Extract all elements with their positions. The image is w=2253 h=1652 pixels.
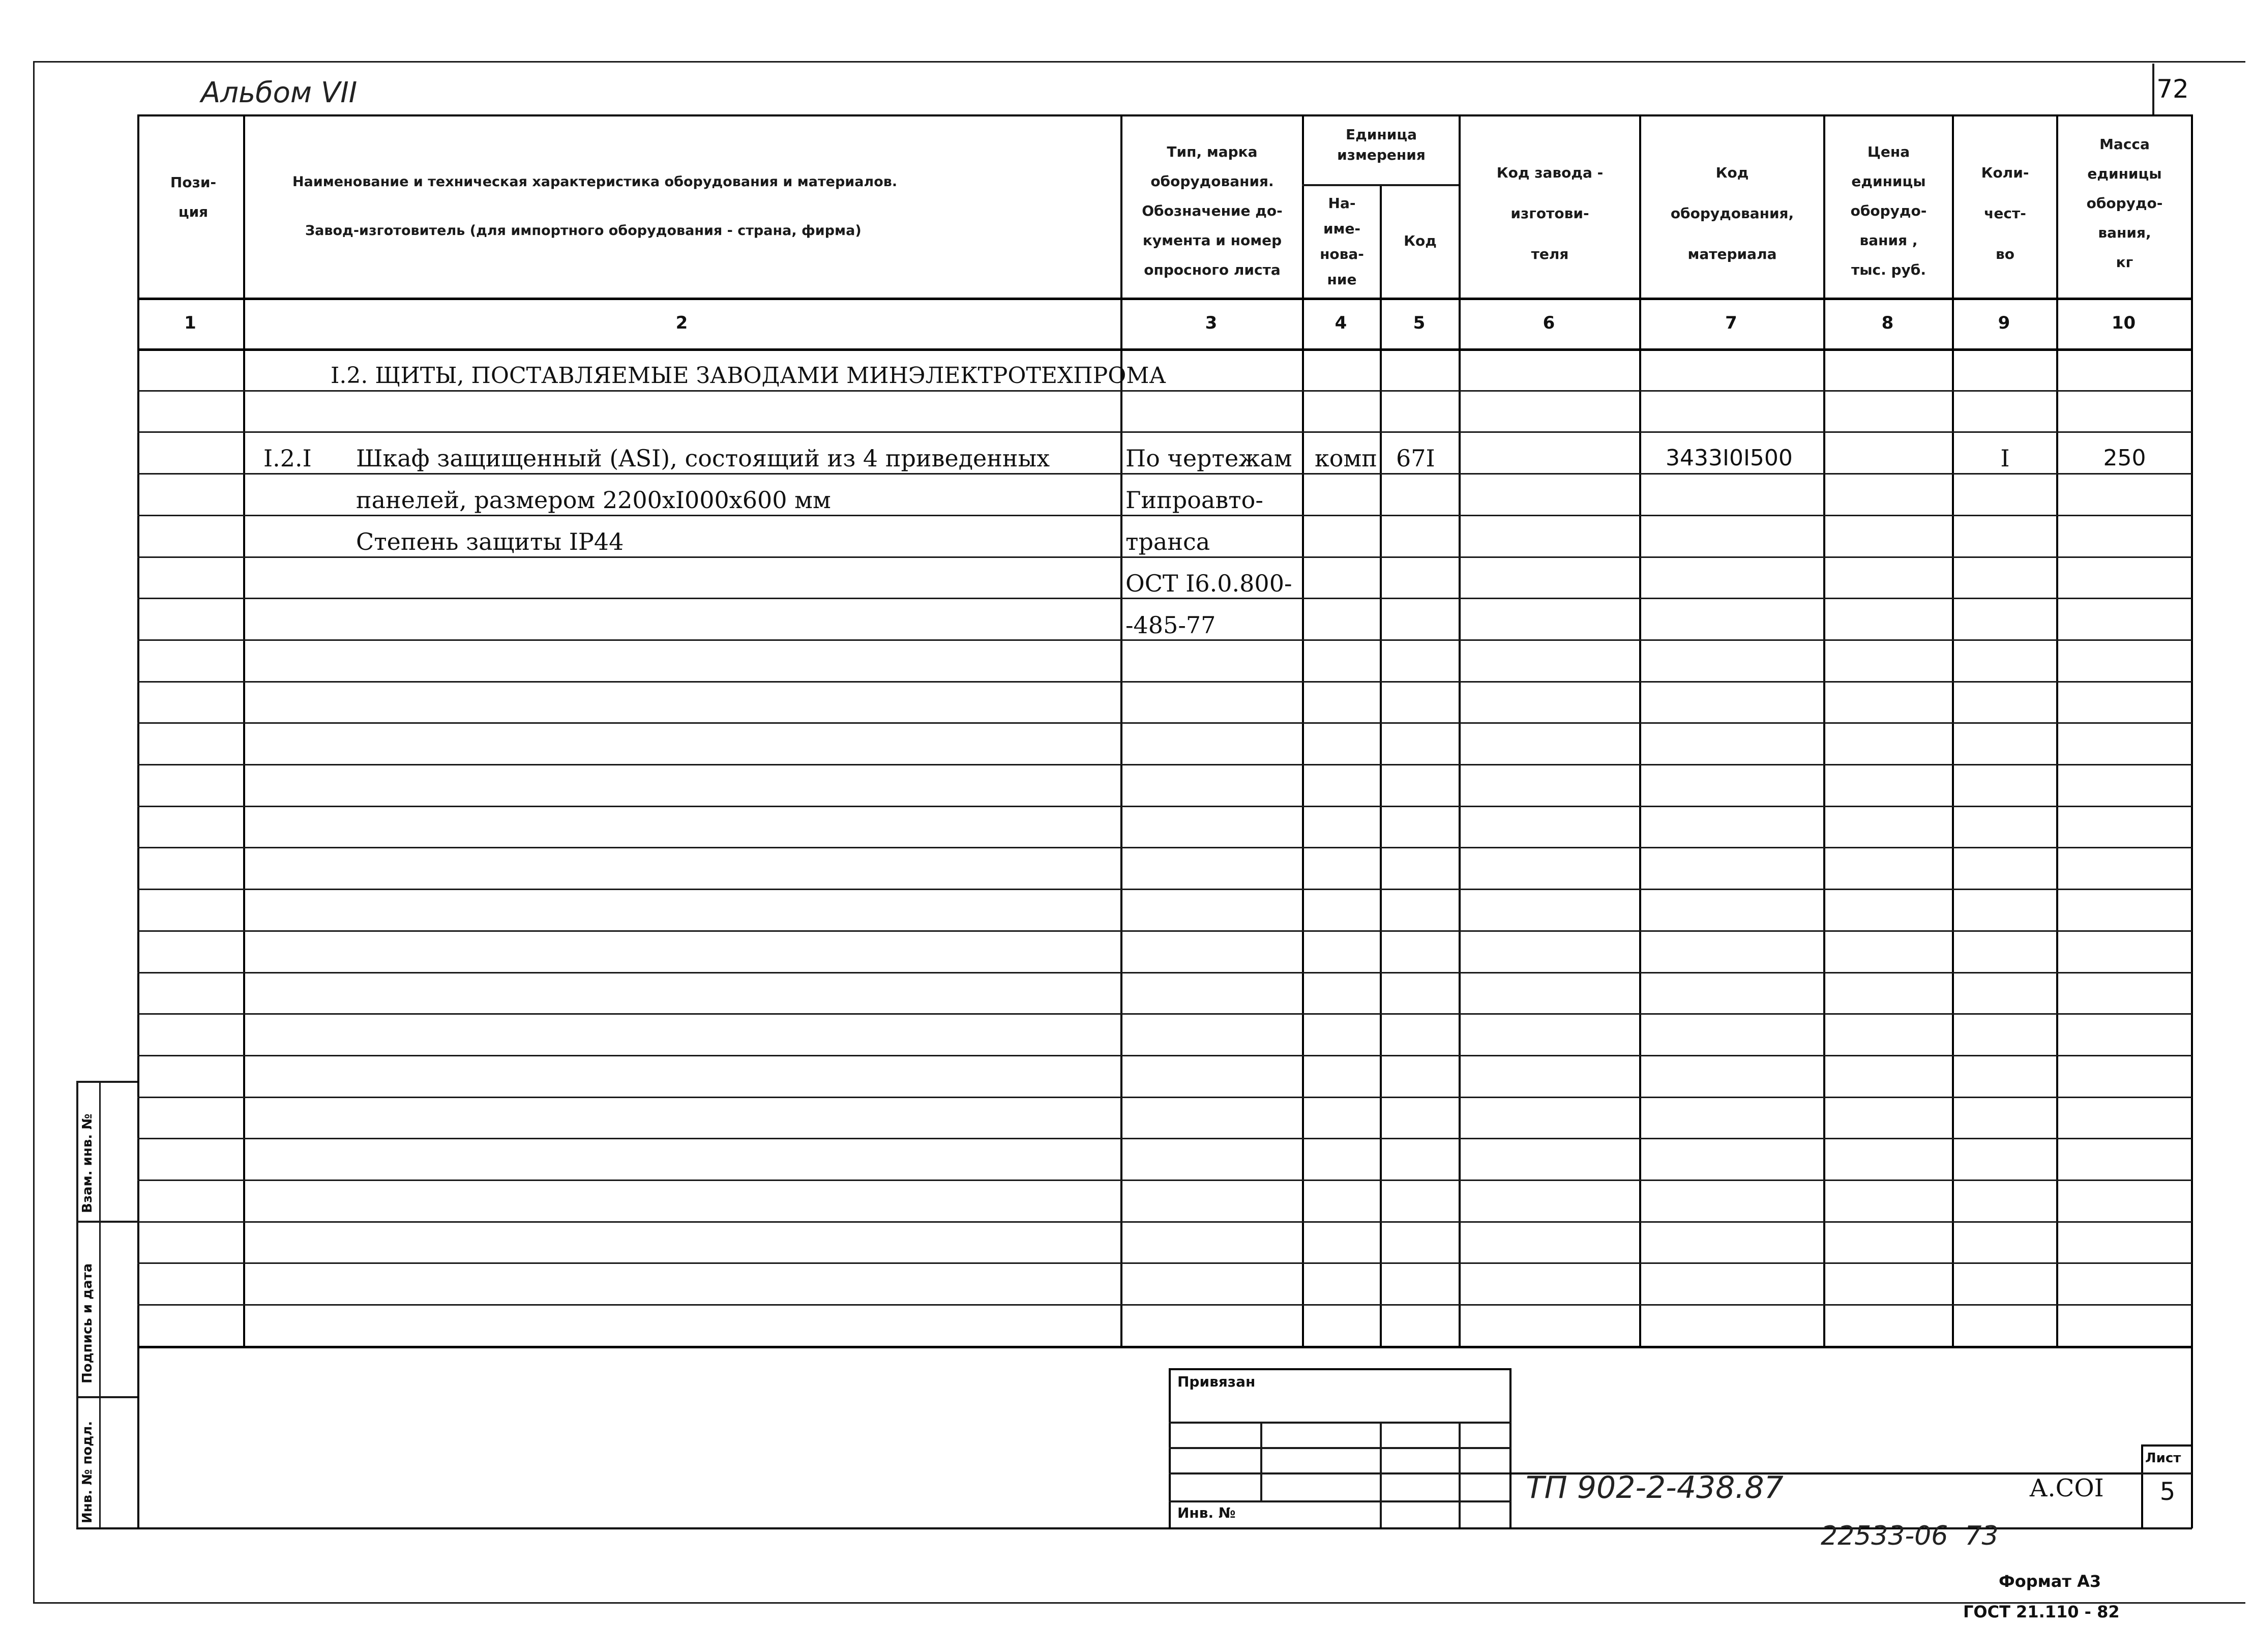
row-rule: [137, 1055, 2192, 1056]
header-col4-line4: ние: [1327, 271, 1357, 288]
stamp-sheet-label: Лист: [2145, 1451, 2181, 1466]
header-col4: [1304, 191, 1380, 292]
row-rule: [137, 930, 2192, 932]
header-col6: [1461, 153, 1639, 275]
header-col10: [2058, 130, 2191, 277]
stamp-inv-label: Инв. №: [1177, 1504, 1236, 1521]
row-rule: [137, 431, 2192, 433]
row-rule: [137, 1304, 2192, 1306]
section-title: I.2. ЩИТЫ, ПОСТАВЛЯЕМЫЕ ЗАВОДАМИ МИНЭЛЕКТРОТЕХПРОМА: [331, 363, 1166, 389]
row-rule: [137, 1179, 2192, 1181]
header-col8-line2: единицы: [1851, 173, 1926, 190]
item-mass: 250: [2103, 445, 2146, 471]
item-equipment-code: 3433I0I500: [1666, 445, 1793, 471]
header-col9: [1954, 153, 2056, 275]
side-strip-top: [76, 1081, 137, 1083]
row-rule: [137, 1262, 2192, 1264]
row-rule: [137, 1013, 2192, 1015]
header-col1-line2: ция: [178, 203, 209, 220]
outer-frame-top: [33, 61, 2245, 63]
header-col3-line5: опросного листа: [1144, 261, 1281, 278]
side-label-inv-original: Инв. № подл.: [80, 1421, 95, 1523]
titleblock-sheet-mid: [2141, 1472, 2192, 1474]
header-col3-line3: Обозначение до-: [1142, 202, 1283, 219]
row-rule: [137, 1097, 2192, 1098]
row-rule: [137, 847, 2192, 848]
header-unit-group-line1: Единица: [1346, 126, 1417, 143]
album-title: Альбом VII: [201, 76, 358, 109]
header-col7-line1: Код: [1715, 164, 1749, 181]
side-strip-left: [76, 1081, 78, 1528]
page-number: 72: [2156, 74, 2189, 104]
header-col1: [143, 168, 243, 227]
item-doc-line-1: По чертежам: [1125, 445, 1292, 472]
header-col8-line3: оборудо-: [1850, 202, 1927, 219]
colnum-bottom-line: [137, 348, 2192, 351]
header-unit-group: [1304, 125, 1459, 165]
stamp-sheet-code: А.COI: [2029, 1474, 2104, 1502]
frame-top: [137, 114, 2192, 116]
colnum-8: 8: [1881, 313, 1894, 333]
gost-label: ГОСТ 21.110 - 82: [1963, 1602, 2120, 1621]
colnum-4: 4: [1335, 313, 1347, 333]
outer-frame-bottom: [33, 1602, 2245, 1604]
header-col1-line1: Пози-: [170, 174, 217, 191]
header-col3-line1: Тип, марка: [1167, 143, 1258, 160]
header-col3-line4: кумента и номер: [1142, 232, 1282, 249]
header-col4-line2: име-: [1323, 220, 1361, 237]
header-unit-group-line2: измерения: [1337, 146, 1426, 163]
side-label-signature-date: Подпись и дата: [80, 1263, 95, 1383]
side-label-inv-replace: Взам. инв. №: [80, 1113, 95, 1213]
header-col7-line2: оборудования,: [1670, 205, 1794, 222]
header-col10-line5: кг: [2116, 254, 2133, 271]
header-col6-line3: теля: [1531, 246, 1569, 262]
row-rule: [137, 806, 2192, 807]
stamp-col-3: [1459, 1422, 1461, 1527]
header-col8: [1825, 137, 1952, 285]
header-col10-line1: Масса: [2099, 136, 2150, 153]
colnum-10: 10: [2111, 313, 2136, 333]
table-bottom-line: [137, 1346, 2192, 1348]
row-rule: [137, 681, 2192, 683]
header-col8-line1: Цена: [1867, 143, 1910, 160]
colnum-7: 7: [1725, 313, 1737, 333]
item-position: I.2.I: [263, 445, 312, 472]
row-rule: [137, 722, 2192, 724]
item-unit-code: 67I: [1396, 445, 1435, 472]
colnum-9: 9: [1998, 313, 2010, 333]
header-col7-line3: материала: [1687, 246, 1777, 262]
side-strip-sep-2: [76, 1396, 137, 1398]
header-col8-line4: вания ,: [1859, 232, 1918, 249]
frame-right: [2191, 114, 2193, 1528]
item-doc-line-5: -485-77: [1125, 611, 1216, 639]
colnum-3: 3: [1205, 313, 1218, 333]
header-col6-line1: Код завода -: [1496, 164, 1604, 181]
header-col10-line2: единицы: [2087, 165, 2162, 182]
stamp-col-2: [1380, 1422, 1382, 1527]
colnum-6: 6: [1543, 313, 1555, 333]
header-col6-line2: изготови-: [1510, 205, 1589, 222]
item-doc-line-3: транса: [1125, 528, 1210, 555]
header-col9-line1: Коли-: [1981, 164, 2029, 181]
header-col8-line5: тыс. руб.: [1851, 261, 1926, 278]
item-unit-name: комп: [1315, 445, 1377, 472]
header-col9-line2: чест-: [1984, 205, 2026, 222]
header-col4-line3: нова-: [1320, 246, 1364, 262]
stamp-top: [1169, 1368, 1511, 1370]
colnum-5: 5: [1413, 313, 1426, 333]
header-col4-line1: На-: [1328, 195, 1356, 212]
header-col2-line1: Наименование и техническая характеристика оборудования и материалов.: [292, 174, 898, 190]
unit-group-split: [1302, 184, 1459, 186]
item-doc-line-4: ОСТ I6.0.800-: [1125, 570, 1292, 597]
row-rule: [137, 889, 2192, 890]
header-col9-line3: во: [1996, 246, 2014, 262]
format-label: Формат А3: [1999, 1572, 2101, 1591]
outer-frame-left: [33, 61, 35, 1602]
stamp-privyazan-label: Привязан: [1177, 1373, 1256, 1390]
item-name-line-2: панелей, размером 2200хI000х600 мм: [356, 486, 831, 514]
stamp-doc-code: ТП 902-2-438.87: [1526, 1470, 1784, 1506]
header-col10-line3: оборудо-: [2086, 195, 2163, 212]
row-rule: [137, 1221, 2192, 1223]
side-strip-sep-1: [76, 1221, 137, 1223]
colnum-2: 2: [675, 313, 688, 333]
item-quantity: I: [2000, 445, 2010, 472]
row-rule: [137, 764, 2192, 765]
col-line-4: [1380, 184, 1382, 1348]
header-col3-line2: оборудования.: [1150, 173, 1274, 190]
titleblock-sheet-top: [2141, 1444, 2192, 1447]
header-col10-line4: вания,: [2098, 224, 2151, 241]
item-name-line-1: Шкаф защищенный (ASI), состоящий из 4 приведенных: [356, 445, 1050, 472]
header-col5: Код: [1404, 232, 1437, 249]
header-col7: [1641, 153, 1823, 275]
item-name-line-3: Степень защиты IP44: [356, 528, 624, 555]
colnum-1: 1: [184, 313, 196, 333]
header-col2-line2: Завод-изготовитель (для импортного оборудования - страна, фирма): [305, 223, 862, 239]
row-rule: [137, 972, 2192, 973]
handwritten-archive-number: 22533-06 73: [1821, 1521, 1999, 1551]
header-col3: [1122, 137, 1302, 285]
item-doc-line-2: Гипроавто-: [1125, 486, 1263, 514]
side-strip-mid: [99, 1081, 101, 1528]
row-rule: [137, 1138, 2192, 1139]
stamp-col-1: [1260, 1422, 1262, 1500]
header-col2: [292, 158, 1116, 255]
stamp-sheet-number: 5: [2159, 1478, 2176, 1506]
